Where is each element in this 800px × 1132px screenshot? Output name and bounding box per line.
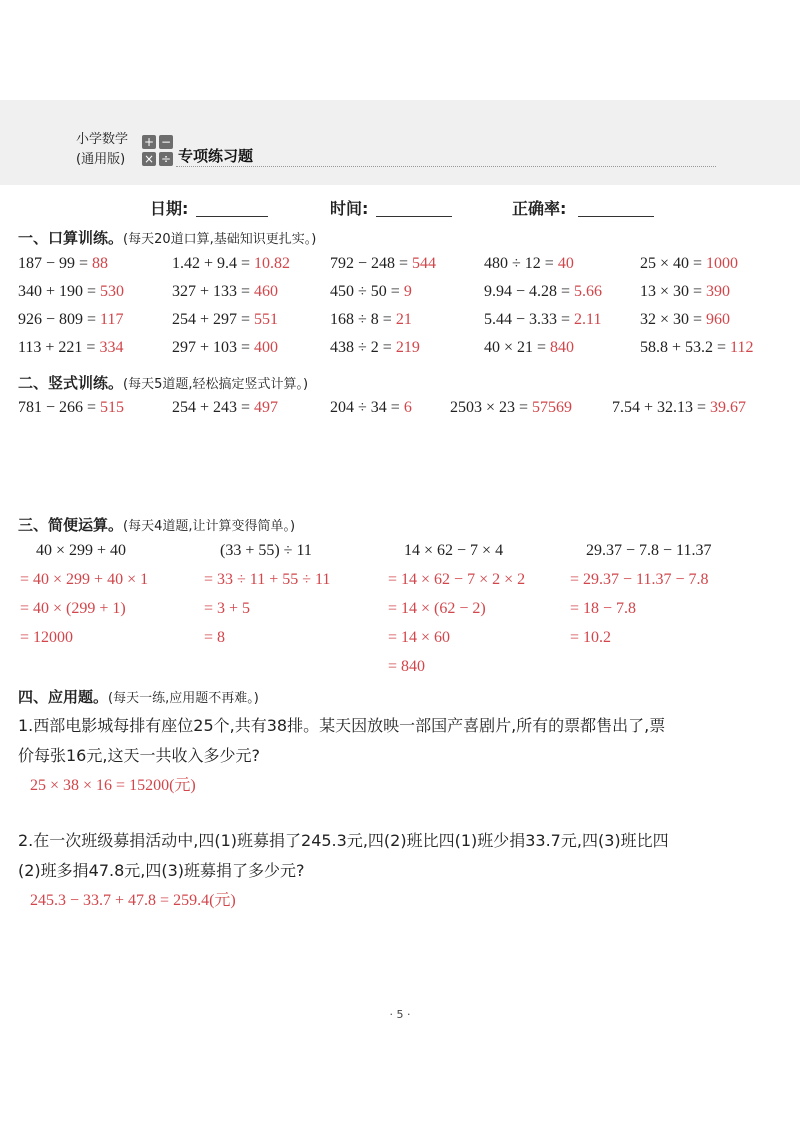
simplify-problem: 14 × 62 − 7 × 4 — [404, 542, 504, 559]
equation-answer: 112 — [730, 339, 754, 356]
section4-note: (每天一练,应用题不再难。) — [108, 691, 259, 706]
word-problem-2-line1: 2.在一次班级募捐活动中,四(1)班募捐了245.3元,四(2)班比四(1)班少捐33.7元,四(3)班比四 — [18, 831, 669, 850]
equation-question: 168 ÷ 8 = — [330, 311, 396, 328]
oral-equation — [640, 311, 730, 329]
equation-answer: 1000 — [706, 255, 739, 272]
book-label — [76, 130, 128, 170]
equation-answer: 390 — [706, 283, 731, 300]
simplify-step: = 33 ÷ 11 + 55 ÷ 11 — [204, 571, 331, 588]
equation-answer: 88 — [92, 255, 109, 272]
time-label: 时间: — [330, 199, 369, 218]
equation-question: 40 × 21 = — [484, 339, 551, 356]
simplify-problem: 40 × 299 + 40 — [36, 542, 127, 559]
section1-heading — [18, 227, 316, 248]
simplify-step: = 18 − 7.8 — [570, 600, 637, 617]
oral-equation — [640, 255, 738, 273]
word-problem-2-line2: (2)班多捐47.8元,四(3)班募捐了多少元? — [18, 861, 305, 880]
simplify-step: = 14 × 60 — [388, 629, 451, 646]
equation-answer: 334 — [99, 339, 124, 356]
oral-equation — [18, 255, 108, 273]
section1-title: 一、口算训练。 — [18, 229, 124, 247]
section3-heading — [18, 514, 295, 535]
plus-icon: + — [143, 135, 155, 149]
accuracy-field[interactable] — [578, 216, 654, 217]
equation-question: 327 + 133 = — [172, 283, 255, 300]
oral-equation — [18, 339, 123, 357]
word-problem-1-line1: 1.西部电影城每排有座位25个,共有38排。某天因放映一部国产喜剧片,所有的票都售出了,票 — [18, 716, 666, 735]
section1-note: (每天20道口算,基础知识更扎实。) — [123, 232, 317, 247]
equation-answer: 6 — [403, 399, 412, 416]
equation-answer: 544 — [412, 255, 437, 272]
equation-question: 1.42 + 9.4 = — [172, 255, 255, 272]
equation-question: 781 − 266 = — [18, 399, 101, 416]
equation-answer: 21 — [395, 311, 412, 328]
equation-answer: 497 — [254, 399, 279, 416]
simplify-step: = 40 × (299 + 1) — [20, 600, 126, 617]
oral-equation — [18, 283, 124, 301]
equation-question: 450 ÷ 50 = — [330, 283, 404, 300]
equation-question: 58.8 + 53.2 = — [640, 339, 731, 356]
equation-question: 5.44 − 3.33 = — [484, 311, 575, 328]
oral-equation — [330, 255, 436, 273]
simplify-step: = 8 — [204, 629, 226, 646]
oral-equation — [484, 255, 574, 273]
equation-answer: 551 — [254, 311, 279, 328]
oral-equation — [172, 255, 290, 273]
simplify-step: = 10.2 — [570, 629, 612, 646]
worksheet-title: 专项练习题 — [178, 147, 254, 165]
equation-question: 254 + 297 = — [172, 311, 255, 328]
simplify-step: = 840 — [388, 658, 426, 675]
page-number: · 5 · — [389, 1008, 411, 1021]
section3-title: 三、简便运算。 — [18, 516, 124, 534]
equation-answer: 400 — [254, 339, 279, 356]
minus-icon: − — [160, 135, 172, 149]
book-label-line1: 小学数学 — [76, 132, 129, 147]
equation-question: 113 + 221 = — [18, 339, 100, 356]
equation-question: 480 ÷ 12 = — [484, 255, 558, 272]
simplify-step: = 12000 — [20, 629, 74, 646]
equation-answer: 57569 — [532, 399, 573, 416]
equation-answer: 840 — [550, 339, 575, 356]
equation-question: 187 − 99 = — [18, 255, 93, 272]
vertical-equation — [450, 399, 572, 417]
time-field[interactable] — [376, 216, 452, 217]
equation-answer: 2.11 — [574, 311, 602, 328]
equation-question: 254 + 243 = — [172, 399, 255, 416]
simplify-problem: (33 + 55) ÷ 11 — [220, 542, 312, 559]
equation-question: 926 − 809 = — [18, 311, 101, 328]
oral-equation — [330, 311, 412, 329]
oral-equation — [484, 283, 602, 301]
vertical-equation — [172, 399, 278, 417]
section2-note: (每天5道题,轻松搞定竖式计算。) — [123, 377, 309, 392]
equation-question: 792 − 248 = — [330, 255, 413, 272]
oral-equation — [330, 339, 420, 357]
oral-equation — [172, 339, 278, 357]
equation-answer: 460 — [254, 283, 279, 300]
simplify-step: = 29.37 − 11.37 − 7.8 — [570, 571, 709, 588]
vertical-equation — [330, 399, 412, 417]
equation-answer: 117 — [100, 311, 124, 328]
equation-answer: 10.82 — [254, 255, 291, 272]
word-problem-1-line2: 价每张16元,这天一共收入多少元? — [18, 746, 260, 765]
equation-answer: 39.67 — [710, 399, 747, 416]
section2-heading — [18, 372, 308, 393]
equation-answer: 515 — [100, 399, 125, 416]
equation-answer: 9 — [403, 283, 412, 300]
section3-note: (每天4道题,让计算变得简单。) — [123, 519, 296, 534]
oral-equation — [18, 311, 123, 329]
oral-equation — [484, 339, 574, 357]
equation-question: 204 ÷ 34 = — [330, 399, 404, 416]
word-problem-1-answer: 25 × 38 × 16 = 15200(元) — [30, 777, 196, 794]
simplify-step: = 3 + 5 — [204, 600, 251, 617]
simplify-step: = 14 × (62 − 2) — [388, 600, 486, 617]
equation-question: 7.54 + 32.13 = — [612, 399, 711, 416]
times-icon: × — [143, 152, 155, 166]
oral-equation — [172, 311, 278, 329]
equation-question: 9.94 − 4.28 = — [484, 283, 575, 300]
simplify-step: = 40 × 299 + 40 × 1 — [20, 571, 149, 588]
oral-equation — [484, 311, 601, 329]
operator-logo — [142, 135, 174, 169]
equation-question: 2503 × 23 = — [450, 399, 533, 416]
section4-heading — [18, 686, 259, 707]
equation-question: 13 × 30 = — [640, 283, 707, 300]
oral-equation — [172, 283, 278, 301]
equation-question: 340 + 190 = — [18, 283, 101, 300]
date-field[interactable] — [196, 216, 268, 217]
section4-title: 四、应用题。 — [18, 688, 109, 706]
divide-icon: ÷ — [160, 152, 172, 166]
simplify-problem: 29.37 − 7.8 − 11.37 — [586, 542, 712, 559]
equation-answer: 960 — [706, 311, 731, 328]
simplify-step: = 14 × 62 − 7 × 2 × 2 — [388, 571, 526, 588]
accuracy-label: 正确率: — [512, 199, 567, 218]
section2-title: 二、竖式训练。 — [18, 374, 124, 392]
top-margin — [0, 0, 800, 100]
equation-question: 438 ÷ 2 = — [330, 339, 396, 356]
equation-question: 32 × 30 = — [640, 311, 707, 328]
equation-question: 25 × 40 = — [640, 255, 707, 272]
book-label-line2: (通用版) — [76, 152, 126, 167]
vertical-equation — [18, 399, 124, 417]
date-label: 日期: — [150, 199, 189, 218]
equation-answer: 530 — [100, 283, 125, 300]
equation-question: 297 + 103 = — [172, 339, 255, 356]
vertical-equation — [612, 399, 746, 417]
equation-answer: 5.66 — [574, 283, 603, 300]
header-divider — [176, 166, 716, 167]
equation-answer: 219 — [395, 339, 420, 356]
oral-equation — [330, 283, 412, 301]
oral-equation — [640, 283, 730, 301]
equation-answer: 40 — [557, 255, 574, 272]
oral-equation — [640, 339, 753, 357]
word-problem-2-answer: 245.3 − 33.7 + 47.8 = 259.4(元) — [30, 892, 236, 909]
